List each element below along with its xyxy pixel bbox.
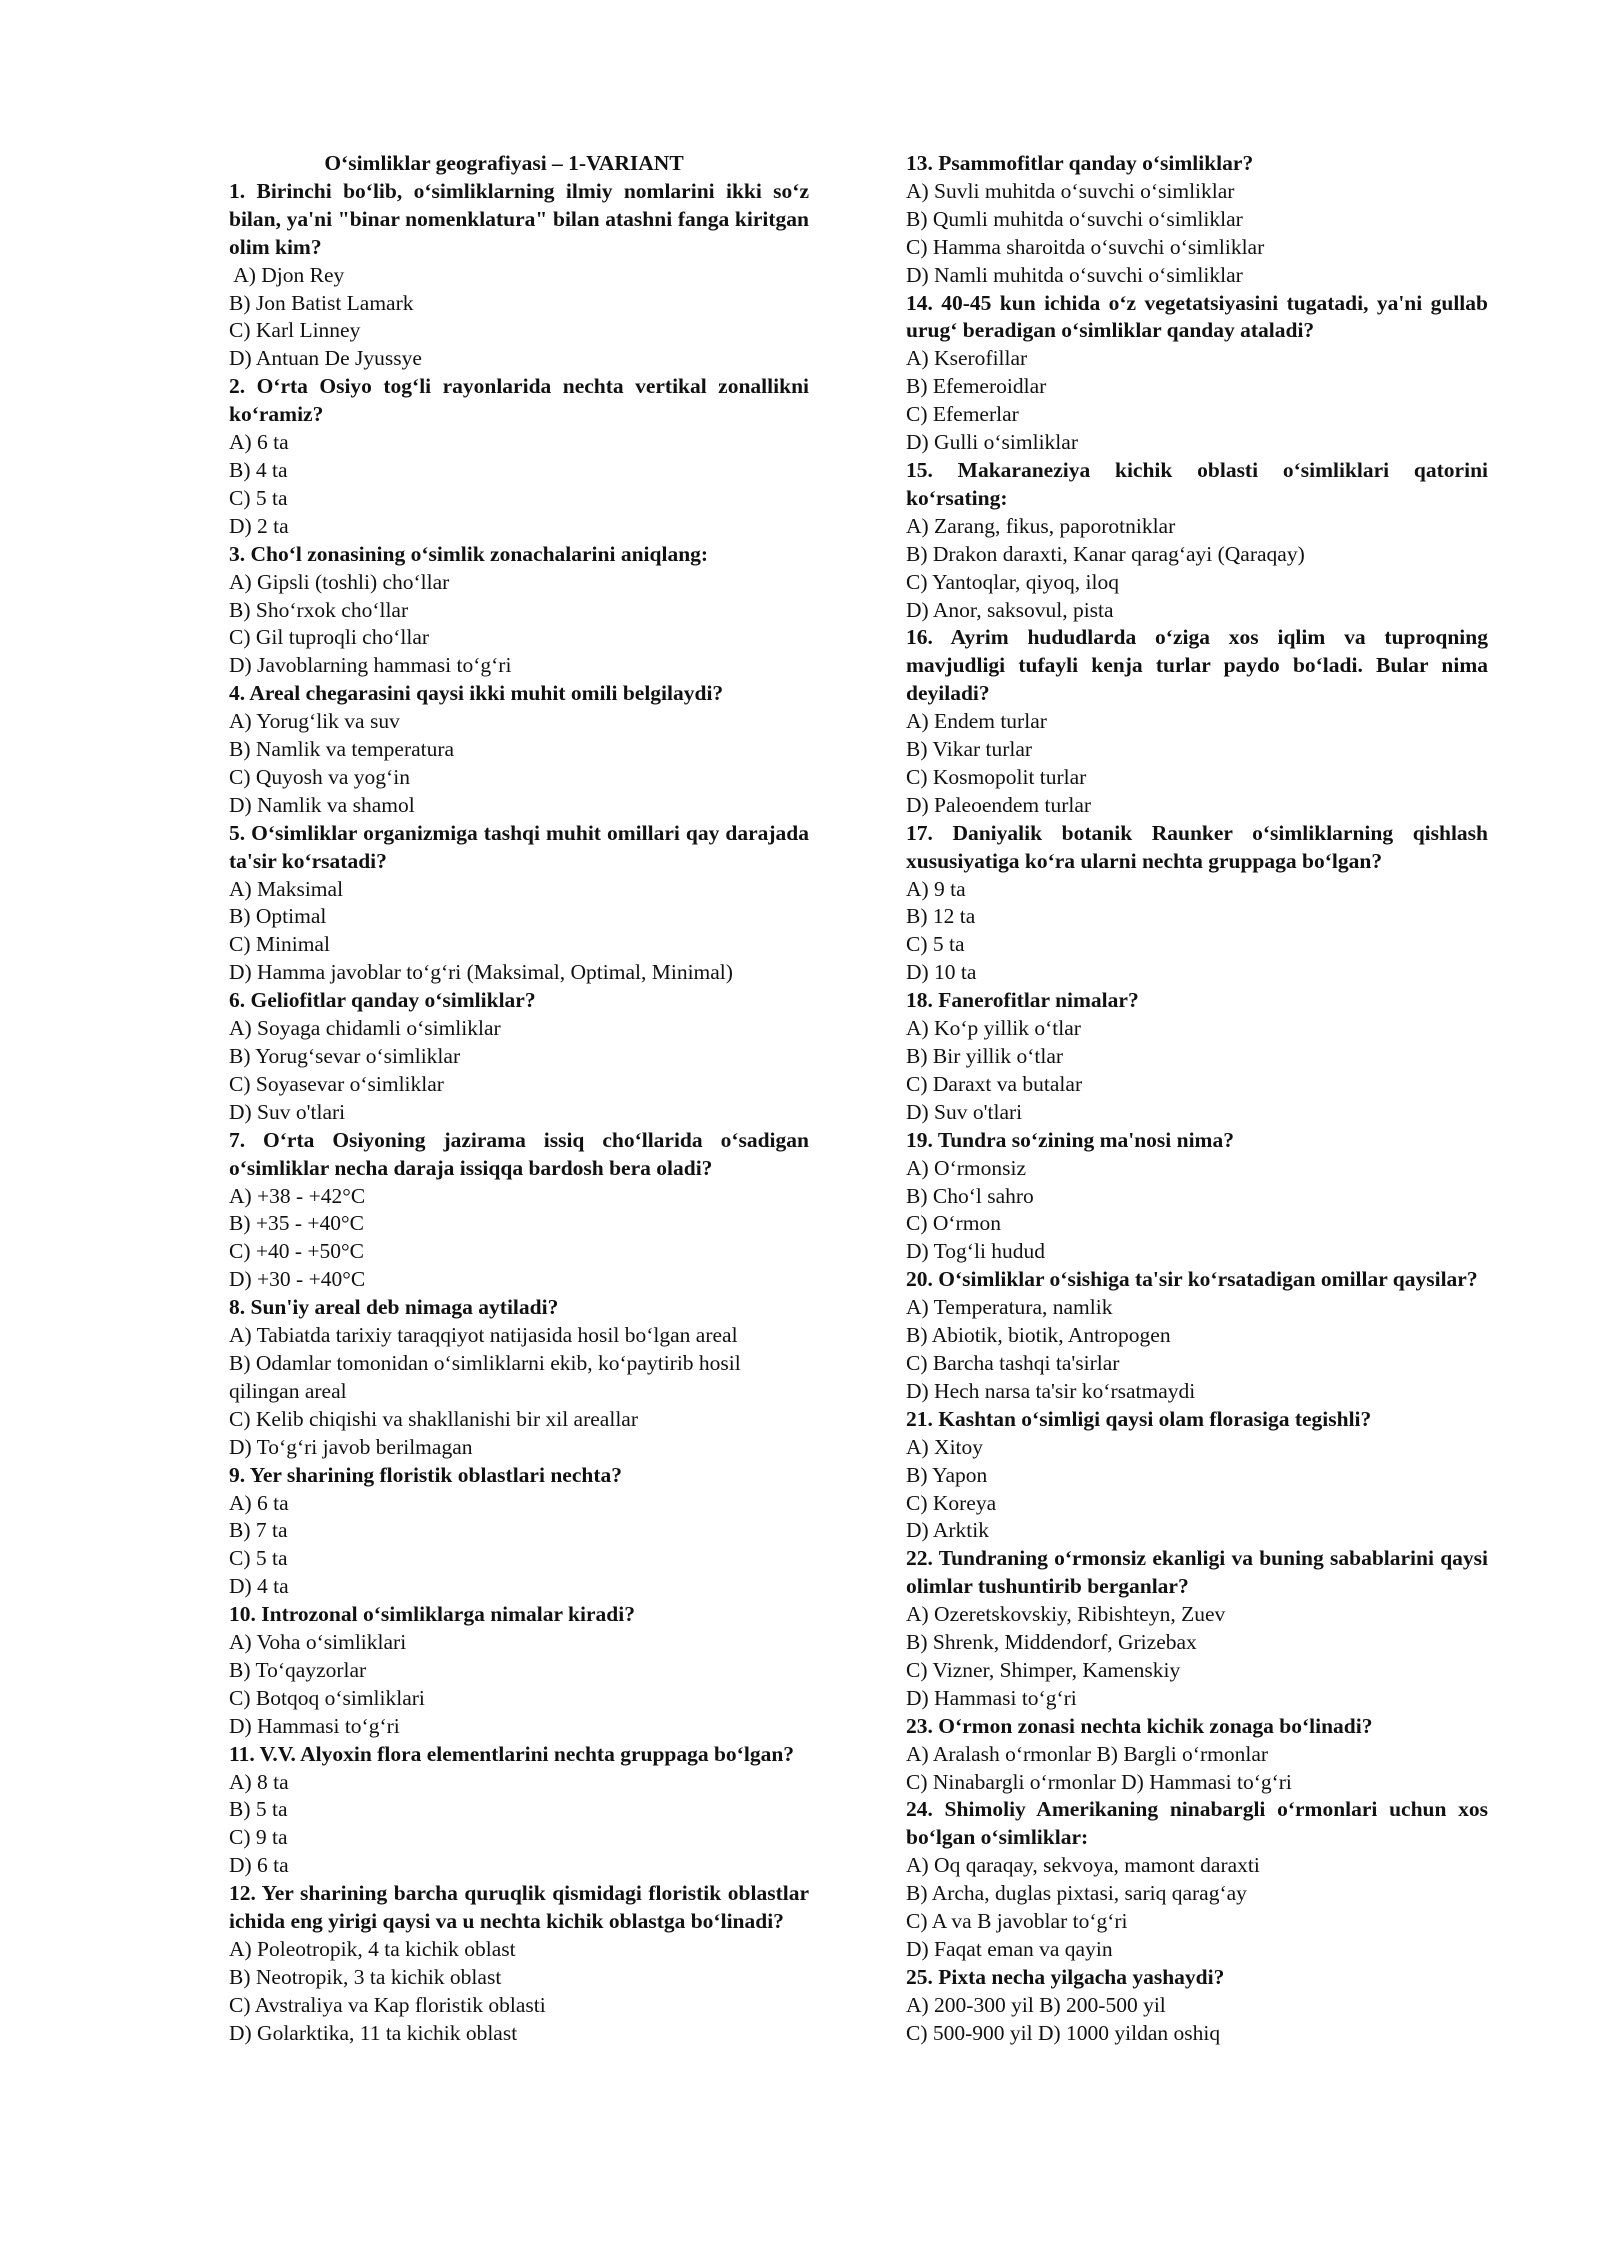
- answer-option: C) Gil tuproqli cho‘llar: [229, 625, 430, 650]
- answer-option: B) +35 - +40°C: [229, 1211, 364, 1236]
- question-8: [229, 1294, 809, 1461]
- answer-option: A) Zarang, fikus, paporotniklar: [906, 513, 1176, 538]
- answer-option: D) Hammasi to‘g‘ri: [229, 1713, 400, 1738]
- question-10: [229, 1601, 809, 1741]
- question-17: [906, 820, 1488, 987]
- answer-option: C) Minimal: [229, 932, 330, 957]
- question-text: 2. O‘rta Osiyo tog‘li rayonlarida nechta vertikal zonallikni ko‘ramiz?: [229, 374, 809, 427]
- question-15: [906, 457, 1488, 624]
- answer-option: B) 7 ta: [229, 1518, 288, 1543]
- question-text: 5. O‘simliklar organizmiga tashqi muhit omillari qay darajada ta'sir ko‘rsatadi?: [229, 820, 809, 873]
- answer-option: D) +30 - +40°C: [229, 1267, 366, 1292]
- question-25: [906, 1964, 1488, 2048]
- answer-option: C) 5 ta: [229, 485, 288, 510]
- answer-option: D) Tog‘li hudud: [906, 1239, 1046, 1264]
- answer-option: B) Vikar turlar: [906, 737, 1033, 762]
- answer-option: A) Kserofillar: [906, 346, 1028, 371]
- question-19: [906, 1127, 1488, 1267]
- answer-option: A) Soyaga chidamli o‘simliklar: [229, 1016, 501, 1041]
- question-text: 4. Areal chegarasini qaysi ikki muhit omili belgilaydi?: [229, 681, 724, 706]
- question-7: [229, 1127, 809, 1294]
- answer-option: D) 6 ta: [229, 1853, 289, 1878]
- answer-option: C) Kelib chiqishi va shakllanishi bir xil areallar: [229, 1406, 638, 1431]
- answer-option: B) Yorug‘sevar o‘simliklar: [229, 1044, 461, 1068]
- answer-option: D) Namlik va shamol: [229, 792, 415, 817]
- question-21: [906, 1406, 1488, 1546]
- question-text: 22. Tundraning o‘rmonsiz ekanligi va buning sabablarini qaysi olimlar tushuntirib berganlar?: [906, 1546, 1488, 1599]
- answer-option: A) Yorug‘lik va suv: [229, 709, 400, 734]
- answer-option: C) O‘rmon: [906, 1211, 1001, 1236]
- answer-option: D) Suv o'tlari: [229, 1099, 346, 1124]
- answer-option: B) Qumli muhitda o‘suvchi o‘simliklar: [906, 206, 1243, 231]
- question-11: [229, 1741, 809, 1881]
- answer-option: B) Drakon daraxti, Kanar qarag‘ayi (Qaraqay): [906, 541, 1305, 566]
- answer-option: C) Yantoqlar, qiyoq, iloq: [906, 569, 1119, 594]
- question-text: 12. Yer sharining barcha quruqlik qismidagi floristik oblastlar ichida eng yirigi qaysi va u nechta kichik oblastga bo‘linadi?: [229, 1881, 809, 1934]
- answer-option: A) Endem turlar: [906, 709, 1047, 734]
- answer-option: C) Quyosh va yog‘in: [229, 764, 410, 789]
- answer-option: C) Ninabargli o‘rmonlar D) Hammasi to‘g‘ri: [906, 1769, 1292, 1794]
- question-text: 3. Cho‘l zonasining o‘simlik zonachalarini aniqlang:: [229, 541, 709, 566]
- answer-option: A) 200-300 yil B) 200-500 yil: [906, 1992, 1166, 2017]
- question-13: [906, 150, 1488, 290]
- answer-option: A) Xitoy: [906, 1434, 984, 1459]
- answer-option: B) Cho‘l sahro: [906, 1183, 1034, 1208]
- answer-option: A) 8 ta: [229, 1769, 289, 1794]
- question-text: 16. Ayrim hududlarda o‘ziga xos iqlim va tuproqning mavjudligi tufayli kenja turlar paydo bo‘ladi. Bular nima deyiladi?: [906, 625, 1488, 706]
- question-text: 23. O‘rmon zonasi nechta kichik zonaga bo‘linadi?: [906, 1713, 1373, 1738]
- answer-option: B) Odamlar tomonidan o‘simliklarni ekib, ko‘paytirib hosil qilingan areal: [229, 1350, 741, 1403]
- question-5: [229, 820, 809, 987]
- answer-option: A) O‘rmonsiz: [906, 1155, 1027, 1180]
- question-20: [906, 1266, 1488, 1406]
- answer-option: C) Vizner, Shimper, Kamenskiy: [906, 1657, 1181, 1682]
- answer-option: B) Efemeroidlar: [906, 374, 1047, 399]
- question-9: [229, 1462, 809, 1602]
- answer-option: C) Karl Linney: [229, 318, 361, 343]
- answer-option: C) Koreya: [906, 1490, 997, 1515]
- question-text: 19. Tundra so‘zining ma'nosi nima?: [906, 1127, 1234, 1152]
- question-text: 25. Pixta necha yilgacha yashaydi?: [906, 1964, 1225, 1989]
- answer-option: B) Shrenk, Middendorf, Grizebax: [906, 1630, 1197, 1655]
- answer-option: C) Kosmopolit turlar: [906, 764, 1087, 789]
- question-text: 9. Yer sharining floristik oblastlari nechta?: [229, 1462, 622, 1487]
- question-1: [229, 178, 809, 373]
- answer-option: A) Temperatura, namlik: [906, 1295, 1113, 1320]
- answer-option: C) Avstraliya va Kap floristik oblasti: [229, 1992, 546, 2017]
- answer-option: D) Anor, saksovul, pista: [906, 597, 1114, 622]
- answer-option: D) Gulli o‘simliklar: [906, 430, 1078, 455]
- answer-option: C) Soyasevar o‘simliklar: [229, 1071, 444, 1096]
- answer-option: A) Ko‘p yillik o‘tlar: [906, 1016, 1081, 1041]
- question-2: [229, 373, 809, 540]
- answer-option: D) To‘g‘ri javob berilmagan: [229, 1434, 473, 1459]
- question-18: [906, 987, 1488, 1127]
- answer-option: C) 500-900 yil D) 1000 yildan oshiq: [906, 2020, 1221, 2045]
- answer-option: A) 6 ta: [229, 430, 289, 455]
- question-text: 18. Fanerofitlar nimalar?: [906, 988, 1139, 1013]
- question-23: [906, 1713, 1488, 1797]
- answer-option: D) Suv o'tlari: [906, 1099, 1023, 1124]
- answer-option: C) 5 ta: [906, 932, 965, 957]
- answer-option: A) Voha o‘simliklari: [229, 1630, 407, 1655]
- answer-option: B) Neotropik, 3 ta kichik oblast: [229, 1964, 502, 1989]
- document-title: O‘simliklar geografiyasi – 1-VARIANT: [324, 151, 684, 175]
- answer-option: A) 6 ta: [229, 1490, 289, 1515]
- answer-option: C) Efemerlar: [906, 402, 1019, 427]
- answer-option: B) 4 ta: [229, 457, 288, 482]
- answer-option: D) 4 ta: [229, 1574, 289, 1599]
- question-text: 7. O‘rta Osiyoning jazirama issiq cho‘llarida o‘sadigan o‘simliklar necha daraja issiqqa bardosh bera oladi?: [229, 1127, 809, 1180]
- question-14: [906, 290, 1488, 457]
- answer-option: A) Gipsli (toshli) cho‘llar: [229, 569, 450, 594]
- question-text: 17. Daniyalik botanik Raunker o‘simliklarning qishlash xususiyatiga ko‘ra ularni nechta gruppaga bo‘lgan?: [906, 820, 1488, 873]
- answer-option: A) +38 - +42°C: [229, 1183, 366, 1208]
- answer-option: B) Optimal: [229, 904, 327, 929]
- answer-option: B) Namlik va temperatura: [229, 737, 455, 762]
- left-column: [229, 150, 809, 2048]
- question-text: 10. Introzonal o‘simliklarga nimalar kiradi?: [229, 1602, 635, 1627]
- answer-option: A) Maksimal: [229, 876, 344, 901]
- answer-option: C) A va B javoblar to‘g‘ri: [906, 1909, 1128, 1934]
- answer-option: C) 9 ta: [229, 1825, 288, 1850]
- question-text: 11. V.V. Alyoxin flora elementlarini nechta gruppaga bo‘lgan?: [229, 1741, 795, 1766]
- answer-option: B) Abiotik, biotik, Antropogen: [906, 1323, 1171, 1348]
- answer-option: B) To‘qayzorlar: [229, 1657, 367, 1682]
- answer-option: A) Djon Rey: [229, 262, 345, 287]
- answer-option: D) Namli muhitda o‘suvchi o‘simliklar: [906, 262, 1243, 287]
- answer-option: C) Hamma sharoitda o‘suvchi o‘simliklar: [906, 234, 1265, 259]
- answer-option: A) Ozeretskovskiy, Ribishteyn, Zuev: [906, 1602, 1226, 1627]
- answer-option: C) Daraxt va butalar: [906, 1071, 1083, 1096]
- question-text: 1. Birinchi bo‘lib, o‘simliklarning ilmiy nomlarini ikki so‘z bilan, ya'ni "binar nomenklatura" bilan atashni fanga kiritgan olim kim?: [229, 178, 809, 259]
- answer-option: B) Sho‘rxok cho‘llar: [229, 597, 409, 622]
- answer-option: A) Aralash o‘rmonlar B) Bargli o‘rmonlar: [906, 1741, 1269, 1766]
- question-text: 14. 40-45 kun ichida o‘z vegetatsiyasini tugatadi, ya'ni gullab urug‘ beradigan o‘simliklar qanday ataladi?: [906, 290, 1488, 343]
- question-3: [229, 541, 809, 681]
- answer-option: D) Javoblarning hammasi to‘g‘ri: [229, 653, 512, 678]
- answer-option: A) Oq qaraqay, sekvoya, mamont daraxti: [906, 1853, 1260, 1878]
- answer-option: D) 10 ta: [906, 960, 977, 985]
- answer-option: B) Bir yillik o‘tlar: [906, 1044, 1064, 1068]
- answer-option: B) 5 ta: [229, 1797, 288, 1822]
- answer-option: C) 5 ta: [229, 1546, 288, 1571]
- answer-option: B) Yapon: [906, 1462, 988, 1487]
- answer-option: D) Hech narsa ta'sir ko‘rsatmaydi: [906, 1378, 1196, 1403]
- question-text: 6. Geliofitlar qanday o‘simliklar?: [229, 988, 536, 1013]
- question-text: 24. Shimoliy Amerikaning ninabargli o‘rmonlari uchun xos bo‘lgan o‘simliklar:: [906, 1797, 1488, 1850]
- answer-option: A) Suvli muhitda o‘suvchi o‘simliklar: [906, 178, 1235, 203]
- question-4: [229, 680, 809, 820]
- answer-option: D) Paleoendem turlar: [906, 792, 1092, 817]
- answer-option: A) 9 ta: [906, 876, 966, 901]
- question-text: 15. Makaraneziya kichik oblasti o‘simliklari qatorini ko‘rsating:: [906, 457, 1488, 510]
- answer-option: A) Tabiatda tarixiy taraqqiyot natijasida hosil bo‘lgan areal: [229, 1323, 738, 1348]
- question-text: 8. Sun'iy areal deb nimaga aytiladi?: [229, 1295, 559, 1320]
- answer-option: B) Archa, duglas pixtasi, sariq qarag‘ay: [906, 1881, 1247, 1906]
- question-16: [906, 624, 1488, 819]
- answer-option: B) Jon Batist Lamark: [229, 290, 414, 315]
- answer-option: B) 12 ta: [906, 904, 976, 929]
- answer-option: D) Golarktika, 11 ta kichik oblast: [229, 2020, 518, 2045]
- answer-option: C) +40 - +50°C: [229, 1239, 364, 1264]
- answer-option: D) Arktik: [906, 1518, 990, 1543]
- answer-option: D) Faqat eman va qayin: [906, 1937, 1113, 1961]
- answer-option: A) Poleotropik, 4 ta kichik oblast: [229, 1937, 516, 1961]
- right-column: [906, 150, 1488, 2048]
- question-text: 20. O‘simliklar o‘sishiga ta'sir ko‘rsatadigan omillar qaysilar?: [906, 1267, 1478, 1292]
- answer-option: C) Botqoq o‘simliklari: [229, 1685, 425, 1710]
- answer-option: D) Hammasi to‘g‘ri: [906, 1685, 1077, 1710]
- question-text: 21. Kashtan o‘simligi qaysi olam florasiga tegishli?: [906, 1406, 1372, 1431]
- answer-option: D) Hamma javoblar to‘g‘ri (Maksimal, Optimal, Minimal): [229, 960, 733, 985]
- question-12: [229, 1880, 809, 2047]
- question-text: 13. Psammofitlar qanday o‘simliklar?: [906, 151, 1254, 175]
- answer-option: D) 2 ta: [229, 513, 289, 538]
- answer-option: C) Barcha tashqi ta'sirlar: [906, 1350, 1120, 1375]
- question-22: [906, 1545, 1488, 1712]
- answer-option: D) Antuan De Jyussye: [229, 346, 422, 371]
- question-6: [229, 987, 809, 1127]
- question-24: [906, 1796, 1488, 1963]
